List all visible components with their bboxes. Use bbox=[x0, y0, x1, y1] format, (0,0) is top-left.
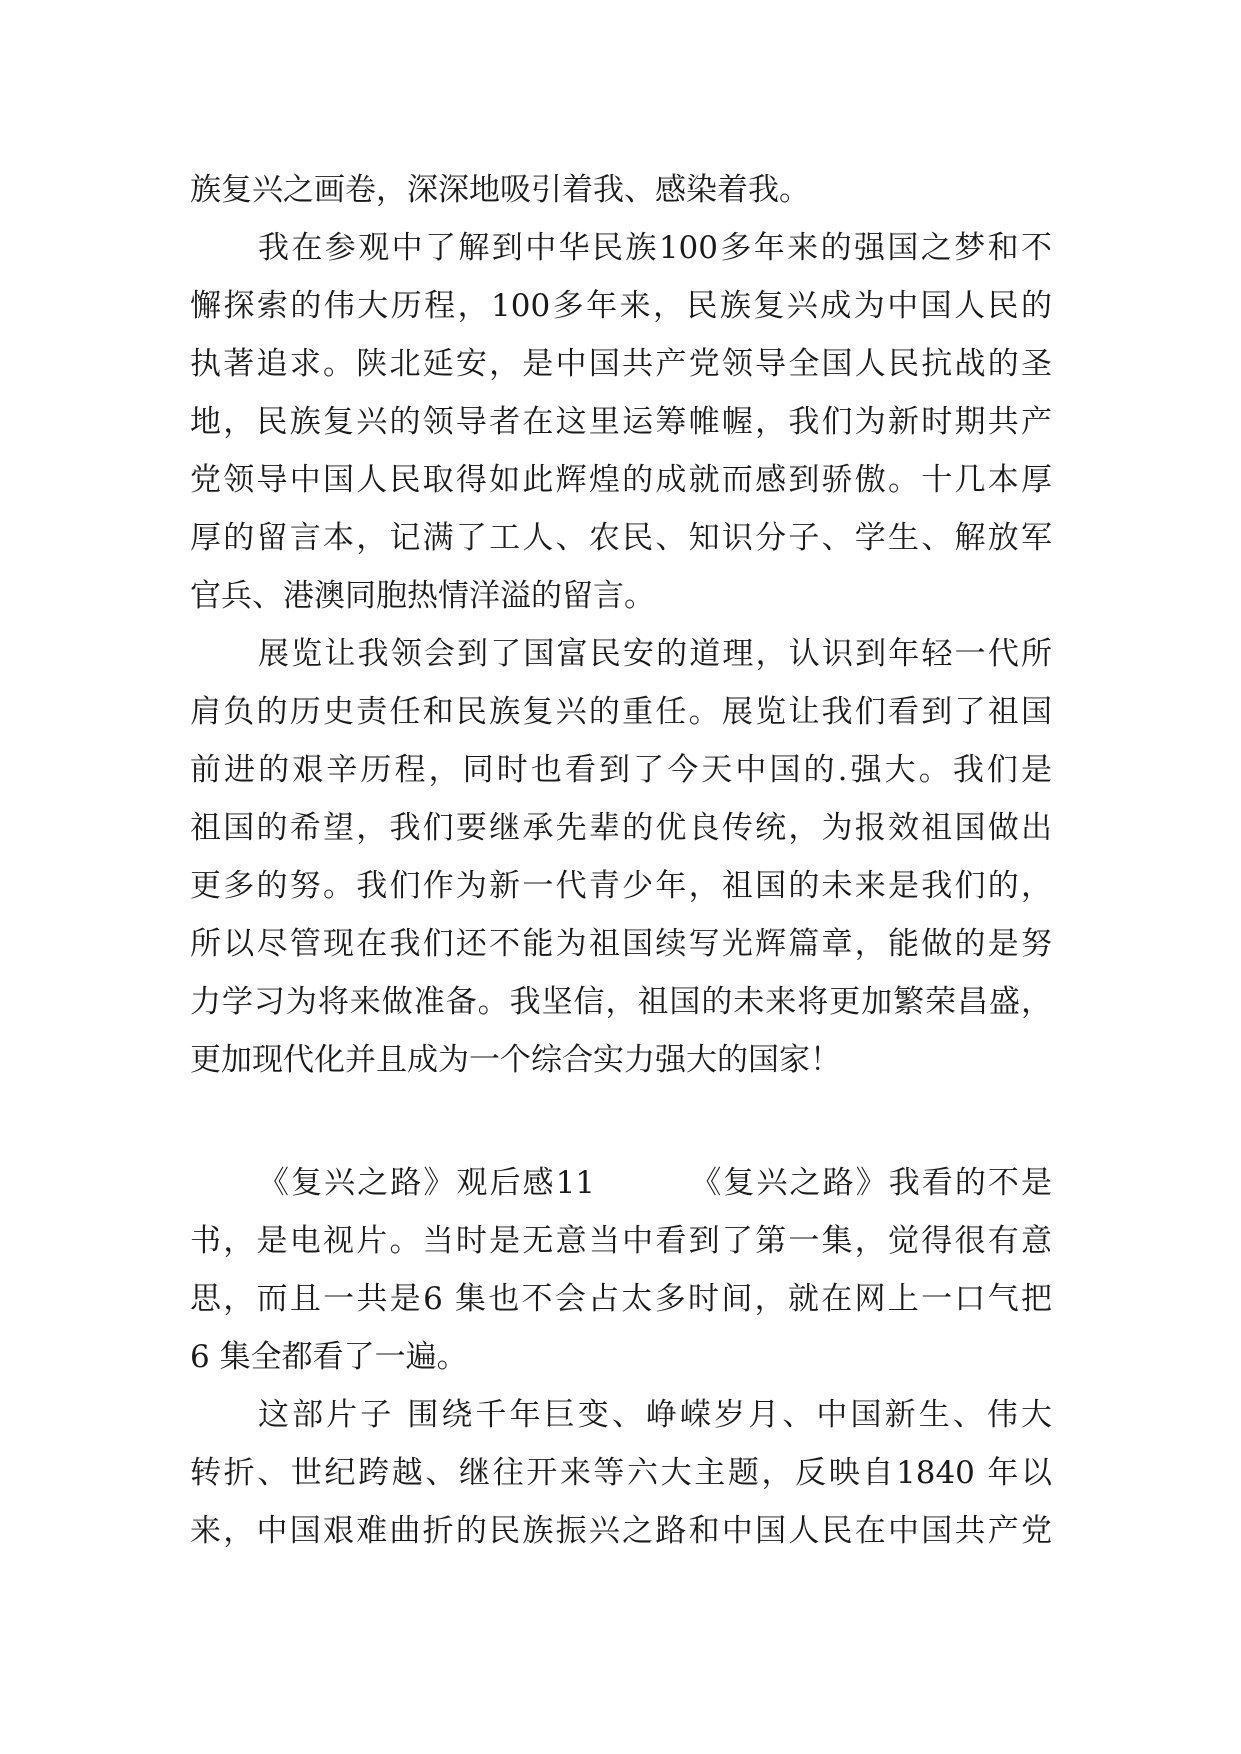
paragraph-first-line: 这部片子 围绕千年巨变、峥嵘岁月、中国新生、伟大 bbox=[258, 1397, 1052, 1433]
section-heading-line: 《复兴之路》观后感11 《复兴之路》我看的不是 bbox=[258, 1165, 1052, 1201]
text-line: 所以尽管现在我们还不能为祖国续写光辉篇章，能做的是努 bbox=[190, 926, 1052, 962]
paragraph-first-line: 我在参观中了解到中华民族100多年来的强国之梦和不 bbox=[258, 230, 1052, 266]
text-line: 官兵、港澳同胞热情洋溢的留言。 bbox=[190, 578, 655, 614]
text-line: 懈探索的伟大历程，100多年来，民族复兴成为中国人民的 bbox=[190, 288, 1052, 324]
paragraph-first-line: 展览让我领会到了国富民安的道理，认识到年轻一代所 bbox=[258, 636, 1052, 672]
text-line: 祖国的希望，我们要继承先辈的优良传统，为报效祖国做出 bbox=[190, 810, 1052, 846]
text-line: 党领导中国人民取得如此辉煌的成就而感到骄傲。十几本厚 bbox=[190, 462, 1052, 498]
text-line: 执著追求。陕北延安，是中国共产党领导全国人民抗战的圣 bbox=[190, 346, 1052, 382]
text-line: 厚的留言本，记满了工人、农民、知识分子、学生、解放军 bbox=[190, 520, 1052, 556]
text-line: 来，中国艰难曲折的民族振兴之路和中国人民在中国共产党 bbox=[190, 1513, 1052, 1549]
text-line: 6 集全都看了一遍。 bbox=[190, 1339, 468, 1375]
text-line: 地，民族复兴的领导者在这里运筹帷幄，我们为新时期共产 bbox=[190, 404, 1052, 440]
text-line: 族复兴之画卷，深深地吸引着我、感染着我。 bbox=[190, 172, 810, 208]
text-line: 转折、世纪跨越、继往开来等六大主题，反映自1840 年以 bbox=[190, 1455, 1052, 1491]
text-line: 更多的努。我们作为新一代青少年，祖国的未来是我们的， bbox=[190, 868, 1052, 904]
text-line: 思，而且一共是6 集也不会占太多时间，就在网上一口气把 bbox=[190, 1281, 1052, 1317]
text-line: 更加现代化并且成为一个综合实力强大的国家！ bbox=[190, 1042, 841, 1078]
text-line: 书，是电视片。当时是无意当中看到了第一集，觉得很有意 bbox=[190, 1223, 1052, 1259]
text-line: 肩负的历史责任和民族复兴的重任。展览让我们看到了祖国 bbox=[190, 694, 1052, 730]
text-line: 前进的艰辛历程，同时也看到了今天中国的.强大。我们是 bbox=[190, 752, 1052, 788]
text-line: 力学习为将来做准备。我坚信，祖国的未来将更加繁荣昌盛， bbox=[190, 984, 1052, 1020]
